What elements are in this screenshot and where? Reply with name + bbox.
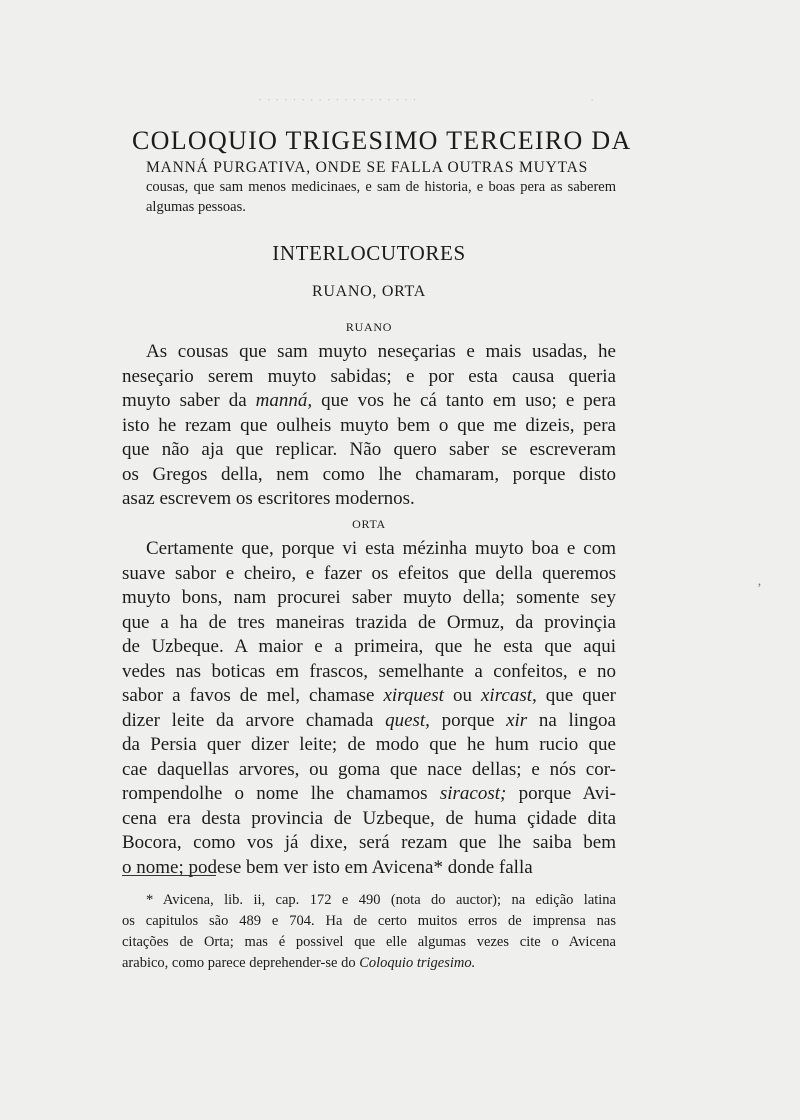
text-line: neseçario serem muyto sabidas; e por esta causa queria (122, 365, 616, 387)
text-line: que não aja que replicar. Não quero saber se escreveram (122, 439, 616, 460)
speaker-label-orta: ORTA (352, 517, 386, 531)
italic-term: xircast, (481, 685, 537, 706)
text-line: cena era desta provincia de Uzbeque, de huma çidade dita (122, 807, 616, 829)
footnote-rule (122, 875, 216, 876)
text-line: cae daquellas arvores, ou goma que nace dellas; e nós cor- (122, 758, 616, 780)
ruano-speech (122, 340, 616, 512)
text-line: isto he rezam que oulheis muyto bem o que me dizeis, pera (122, 414, 616, 436)
chapter-subtitle-continuation: cousas, que sam menos medicinaes, e sam de historia, e boas pera as saberem algumas pessoas. (146, 179, 616, 215)
text-line: o nome; podese bem ver isto em Avicena* donde falla (122, 856, 533, 878)
orta-speech (122, 537, 616, 880)
footnote-line: os capitulos são 489 e 704. Ha de certo muitos erros de imprensa nas (122, 913, 616, 929)
italic-title: Coloquio trigesimo. (359, 955, 476, 971)
text-line: muyto saber da manná, que vos he cá tanto em uso; e pera (122, 390, 616, 411)
footnote-line: citações de Orta; mas é possivel que elle algumas vezes cite o Avicena (122, 934, 616, 950)
text-line: da Persia quer dizer leite; de modo que he hum rucio que (122, 734, 616, 755)
chapter-subtitle: MANNÁ PURGATIVA, ONDE SE FALLA OUTRAS MUYTAS (146, 159, 589, 176)
italic-term: manná, (255, 390, 313, 411)
footnote-line: arabico, como parece deprehender-se do Coloquio trigesimo. (122, 955, 476, 971)
text-line: Certamente que, porque vi esta mézinha muyto boa e com (146, 538, 616, 559)
footnote-line: * Avicena, lib. ii, cap. 172 e 490 (nota do auctor); na edição latina (146, 892, 616, 908)
speaker-label-ruano: RUANO (345, 320, 393, 334)
bleed-through-page-number: · (590, 92, 595, 107)
interlocutores-heading: INTERLOCUTORES (272, 241, 466, 265)
interlocutores-names: RUANO, ORTA (312, 283, 426, 300)
footnote (122, 890, 616, 974)
text-line: que a ha de tres maneiras trazida de Ormuz, da provinçia (122, 611, 616, 633)
italic-term: xir (506, 709, 528, 731)
text-line: asaz escrevem os escritores modernos. (122, 488, 415, 509)
text-line: vedes nas boticas em frascos, semelhante a confeitos, e no (122, 660, 616, 682)
margin-speck: ‚ (757, 574, 762, 589)
text-line: rompendolhe o nome lhe chamamos siracost; porque Avi- (122, 783, 616, 804)
italic-term: xirquest (383, 685, 444, 706)
text-line: os Gregos della, nem como lhe chamaram, porque disto (122, 463, 616, 485)
text-line: muyto bons, nam procurei saber muyto della; somente sey (122, 587, 616, 608)
italic-term: quest, (385, 709, 430, 731)
text-line: suave sabor e cheiro, e fazer os efeitos que della queremos (122, 562, 616, 584)
bleed-through-running-head: · · · · · · · · · · · · · · · · · · · (258, 92, 418, 107)
text-line: dizer leite da arvore chamada quest, porque xir na lingoa (122, 709, 616, 731)
text-line: As cousas que sam muyto neseçarias e mais usadas, he (146, 341, 616, 362)
text-line: Bocora, como vos já dixe, será rezam que lhe saiba bem (122, 832, 616, 853)
text-line: sabor a favos de mel, chamase xirquest ou xircast, que quer (122, 685, 616, 706)
italic-term: siracost; (439, 783, 507, 804)
chapter-title: COLOQUIO TRIGESIMO TERCEIRO DA (132, 126, 632, 155)
text-line: de Uzbeque. A maior e a primeira, que he esta que aqui (122, 636, 616, 657)
